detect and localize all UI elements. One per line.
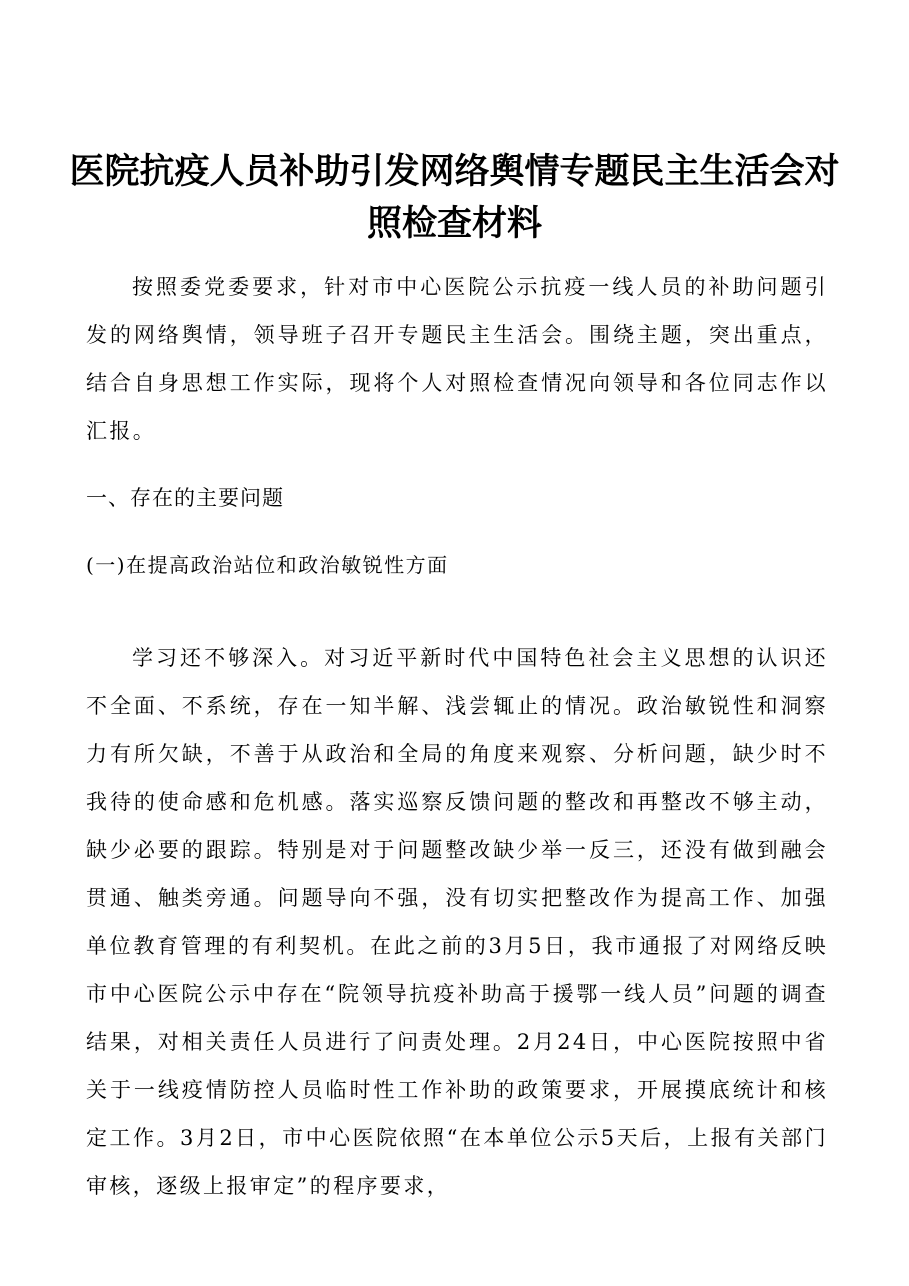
section-heading-main-problems: 一、存在的主要问题 [86, 486, 284, 510]
subsection-heading-political-stance: (一)在提高政治站位和政治敏锐性方面 [86, 553, 449, 577]
intro-paragraph: 按照委党委要求，针对市中心医院公示抗疫一线人员的补助问题引发的网络舆情，领导班子召开专题民主生活会。围绕主题，突出重点，结合自身思想工作实际，现将个人对照检查情况向领导和各位同志作以汇报。 [86, 275, 828, 443]
body-paragraph: 学习还不够深入。对习近平新时代中国特色社会主义思想的认识还不全面、不系统，存在一知半解、浅尝辄止的情况。政治敏锐性和洞察力有所欠缺，不善于从政治和全局的角度来观察、分析问题，缺少时不我待的使命感和危机感。落实巡察反馈问题的整改和再整改不够主动，缺少必要的跟踪。特别是对于问题整改缺少举一反三，还没有做到融会贯通、触类旁通。问题导向不强，没有切实把整改作为提高工作、加强单位教育管理的有利契机。在此之前的3月5日，我市通报了对网络反映市中心医院公示中存在“院领导抗疫补助高于援鄂一线人员”问题的调查结果，对相关责任人员进行了问责处理。2月24日，中心医院按照中省关于一线疫情防控人员临时性工作补助的政策要求，开展摸底统计和核定工作。3月2日，市中心医院依照“在本单位公示5天后，上报有关部门审核，逐级上报审定”的程序要求， [86, 646, 828, 1198]
document-title: 医院抗疫人员补助引发网络舆情专题民主生活会对照检查材料 [69, 151, 840, 244]
